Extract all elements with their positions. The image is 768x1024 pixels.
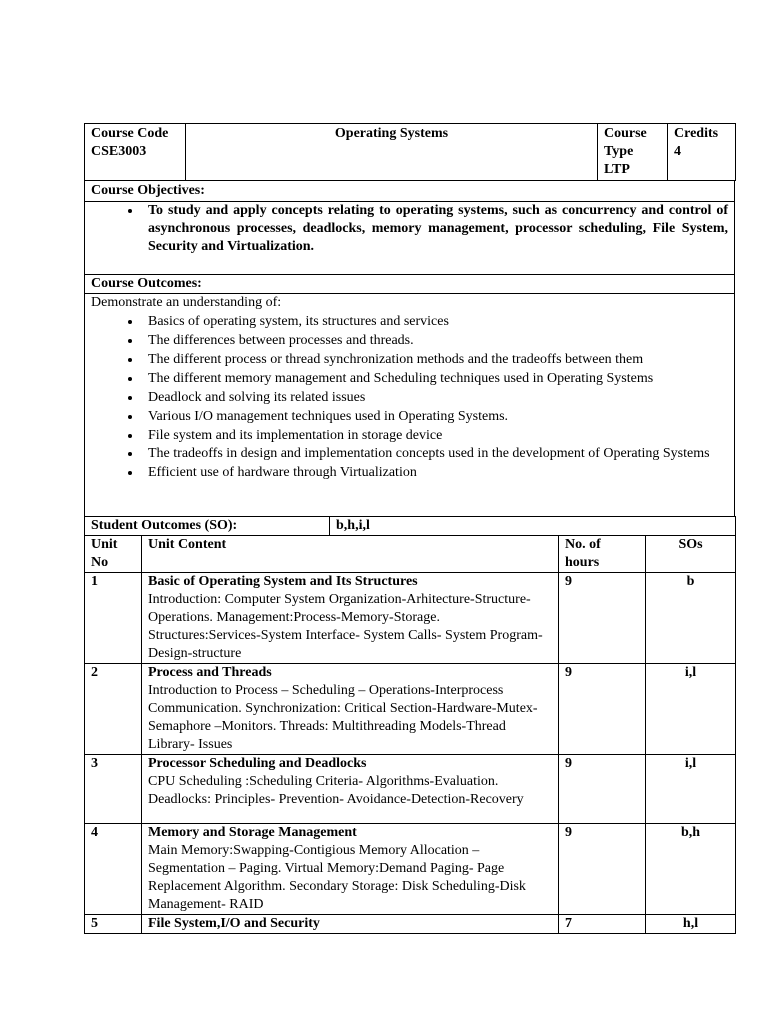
unit-sos: b,h bbox=[680, 825, 701, 840]
unit-no-cell bbox=[85, 824, 142, 915]
student-outcomes-label-cell bbox=[85, 517, 330, 536]
col-unit-content bbox=[142, 536, 559, 573]
outcome-item: • The differences between processes and threads. bbox=[142, 331, 728, 350]
credits-cell bbox=[668, 124, 736, 181]
outcome-item: • The different memory management and Scheduling techniques used in Operating Systems bbox=[142, 369, 728, 388]
col-sos-label: SOs bbox=[678, 537, 703, 552]
units-table bbox=[84, 535, 736, 934]
unit-content-cell bbox=[142, 915, 559, 934]
course-type-value: LTP bbox=[604, 162, 630, 177]
unit-hours-cell bbox=[559, 664, 646, 755]
unit-hours: 7 bbox=[565, 916, 572, 931]
outcomes-label: Course Outcomes: bbox=[91, 276, 202, 291]
outcome-item: • The tradeoffs in design and implementation concepts used in the development of Operating Systems bbox=[142, 445, 728, 463]
unit-hours-cell bbox=[559, 755, 646, 824]
objectives-outcomes-table bbox=[84, 180, 735, 517]
unit-no-cell bbox=[85, 573, 142, 664]
course-title: Operating Systems bbox=[334, 126, 449, 141]
unit-hours: 9 bbox=[565, 756, 572, 771]
course-type-label-2: Type bbox=[604, 144, 634, 159]
unit-sos: h,l bbox=[682, 916, 699, 931]
unit-sos-cell bbox=[646, 664, 736, 755]
course-header-table bbox=[84, 123, 736, 181]
col-unit-no bbox=[85, 536, 142, 573]
unit-content: CPU Scheduling :Scheduling Criteria- Algorithms-Evaluation. Deadlocks: Principles- Prevention- Avoidance-Detection-Recovery bbox=[148, 774, 524, 807]
course-type-label: Course bbox=[604, 126, 647, 141]
col-content-label: Unit Content bbox=[148, 537, 227, 552]
course-code-value: CSE3003 bbox=[91, 144, 147, 159]
unit-content-cell bbox=[142, 664, 559, 755]
unit-sos: b bbox=[686, 574, 695, 589]
unit-content: Introduction to Process – Scheduling – Operations-Interprocess Communication. Synchronization: Critical Section-Hardware-Mutex- Semaphore –Monitors. Threads: Multithreading Models-Thread Library- Issues bbox=[148, 683, 538, 752]
col-hours-label-2: hours bbox=[565, 555, 600, 570]
student-outcomes-label: Student Outcomes (SO): bbox=[91, 518, 238, 533]
table-row bbox=[85, 573, 736, 664]
unit-title: Processor Scheduling and Deadlocks bbox=[148, 756, 367, 771]
objective-item: • To study and apply concepts relating to operating systems, such as concurrency and control of asynchronous processes, deadlocks, memory management, processor scheduling, File System, Security and Virtualization. bbox=[142, 202, 728, 256]
col-hours-label: No. of bbox=[565, 537, 601, 552]
outcomes-intro: Demonstrate an understanding of: bbox=[91, 295, 282, 310]
unit-content: Introduction: Computer System Organization-Arhitecture-Structure-Operations. Management:Process-Memory-Storage. Structures:Services-System Interface- System Calls- System Program-Design-structure bbox=[148, 592, 543, 661]
unit-sos-cell bbox=[646, 573, 736, 664]
outcomes-label-cell bbox=[85, 275, 735, 294]
table-row bbox=[85, 664, 736, 755]
unit-no: 4 bbox=[91, 825, 98, 840]
unit-no-cell bbox=[85, 915, 142, 934]
unit-title: Basic of Operating System and Its Structures bbox=[148, 574, 418, 589]
student-outcomes-value-cell bbox=[330, 517, 736, 536]
unit-content-cell bbox=[142, 573, 559, 664]
outcome-item: • Various I/O management techniques used in Operating Systems. bbox=[142, 407, 728, 426]
outcome-item: • Basics of operating system, its structures and services bbox=[142, 312, 728, 331]
unit-sos: i,l bbox=[684, 665, 697, 680]
unit-hours-cell bbox=[559, 915, 646, 934]
course-type-cell bbox=[598, 124, 668, 181]
unit-no: 5 bbox=[91, 916, 98, 931]
unit-no-cell bbox=[85, 664, 142, 755]
outcome-item: • Deadlock and solving its related issues bbox=[142, 388, 728, 407]
student-outcomes-value: b,h,i,l bbox=[336, 518, 370, 533]
unit-hours: 9 bbox=[565, 574, 572, 589]
objectives-content-cell bbox=[85, 202, 735, 275]
unit-content-cell bbox=[142, 824, 559, 915]
outcome-item: • File system and its implementation in storage device bbox=[142, 426, 728, 445]
unit-content-cell bbox=[142, 755, 559, 824]
credits-label: Credits bbox=[674, 126, 719, 141]
outcomes-content-cell bbox=[85, 294, 735, 517]
unit-hours: 9 bbox=[565, 665, 572, 680]
unit-hours-cell bbox=[559, 824, 646, 915]
course-code-cell bbox=[85, 124, 186, 181]
unit-title: Process and Threads bbox=[148, 665, 272, 680]
course-title-cell bbox=[186, 124, 598, 181]
unit-no: 3 bbox=[91, 756, 98, 771]
syllabus-page bbox=[84, 123, 735, 934]
unit-no: 1 bbox=[91, 574, 98, 589]
objectives-label: Course Objectives: bbox=[91, 183, 205, 198]
col-sos bbox=[646, 536, 736, 573]
credits-value: 4 bbox=[674, 144, 681, 159]
unit-title: File System,I/O and Security bbox=[148, 916, 320, 931]
table-row bbox=[85, 824, 736, 915]
col-unit-label: Unit bbox=[91, 537, 118, 552]
unit-sos: i,l bbox=[684, 756, 697, 771]
unit-sos-cell bbox=[646, 915, 736, 934]
unit-hours: 9 bbox=[565, 825, 572, 840]
unit-content: Main Memory:Swapping-Contigious Memory Allocation – Segmentation – Paging. Virtual Memory:Demand Paging- Page Replacement Algorithm. Secondary Storage: Disk Scheduling-Disk Management- RAID bbox=[148, 843, 526, 912]
col-unit-label-2: No bbox=[91, 555, 109, 570]
outcome-item: • Efficient use of hardware through Virtualization bbox=[142, 463, 728, 482]
unit-title: Memory and Storage Management bbox=[148, 825, 357, 840]
course-code-label: Course Code bbox=[91, 126, 169, 141]
units-header-row bbox=[85, 536, 736, 573]
table-row bbox=[85, 755, 736, 824]
unit-hours-cell bbox=[559, 573, 646, 664]
unit-no: 2 bbox=[91, 665, 98, 680]
outcome-item: • The different process or thread synchronization methods and the tradeoffs between them bbox=[142, 350, 728, 369]
unit-no-cell bbox=[85, 755, 142, 824]
col-hours bbox=[559, 536, 646, 573]
objectives-label-cell bbox=[85, 181, 735, 202]
unit-sos-cell bbox=[646, 755, 736, 824]
table-row bbox=[85, 915, 736, 934]
unit-sos-cell bbox=[646, 824, 736, 915]
student-outcomes-table bbox=[84, 516, 736, 536]
